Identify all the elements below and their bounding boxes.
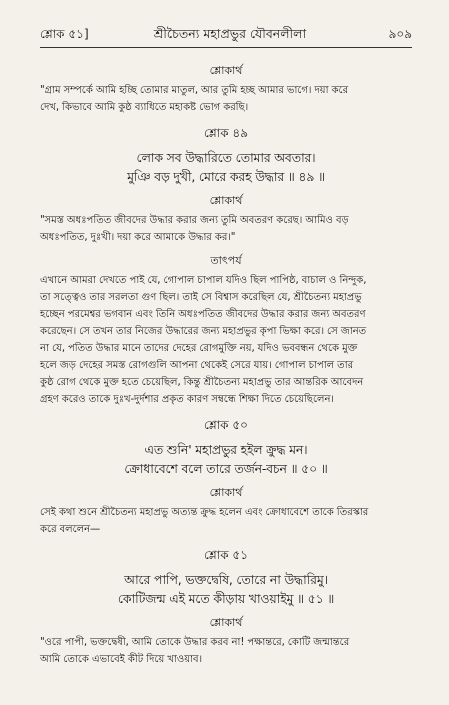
verse-line: কোটিজন্ম এই মতে কীড়ায় খাওয়াইমু ॥ ৫১ ॥ xyxy=(117,591,335,606)
header-rule xyxy=(40,47,412,48)
running-header xyxy=(40,26,412,46)
verse-number-heading: শ্লোক ৪৯ xyxy=(204,126,248,140)
verse-block xyxy=(40,440,412,478)
section-heading: তাৎপর্য xyxy=(210,254,242,267)
section-heading: শ্লোকার্থ xyxy=(209,64,243,77)
text-line: কুষ্ঠ রোগ থেকে মুক্ত হতে চেয়েছিল, কিন্তু শ্রীচৈতন্য মহাপ্রভু তার আন্তরিক আবেদন xyxy=(40,377,364,388)
page-number: ৯০৯ xyxy=(388,27,412,41)
verse-block xyxy=(40,148,412,186)
verse-line: আরে পাপি, ভক্তদ্বেষি, তোরে না উদ্ধারিমু। xyxy=(124,572,328,587)
header-verse-ref: শ্লোক ৫১] xyxy=(40,27,89,41)
section-heading: শ্লোকার্থ xyxy=(209,194,243,207)
text-line: হলে জড় দেহের সমস্ত রোগগুলি আপনা থেকেই সেরে যায়। গোপাল চাপাল তার xyxy=(40,360,354,371)
text-line: করেছেন। সে তখন তার নিজের উদ্ধারের জন্য মহাপ্রভুর কৃপা ভিক্ষা করে। সে জানত xyxy=(40,326,367,337)
verse-line: লোক সব উদ্ধারিতে তোমার অবতার। xyxy=(136,150,316,165)
paragraph xyxy=(40,83,412,116)
verse-number-heading: শ্লোক ৫১ xyxy=(204,548,248,562)
text-line: "গ্রাম সম্পর্কে আমি হচ্ছি তোমার মাতুল, আর তুমি হচ্ছ আমার ভাগে। দয়া করে xyxy=(40,85,349,96)
header-chapter-title: শ্রীচৈতন্য মহাপ্রভুর যৌবনলীলা xyxy=(153,26,307,41)
text-line: তা সত্ত্বেও তার সরলতা গুণ ছিল। তাই সে বিশ্বাস করেছিল যে, শ্রীচৈতন্য মহাপ্রভু xyxy=(40,292,362,303)
text-line: অধঃপতিত, দুঃখী। দয়া করে আমাকে উদ্ধার কর।" xyxy=(40,232,236,243)
paragraph xyxy=(40,213,412,246)
page-body xyxy=(40,56,412,669)
text-line: এখানে আমরা দেখতে পাই যে, গোপাল চাপাল যদিও ছিল পাপিষ্ঠ, বাচাল ও নিন্দুক, xyxy=(40,275,367,286)
text-line: গ্রহণ করেও তাকে দুঃখ-দুর্দশার প্রকৃত কারণ সম্বন্ধে শিক্ষা দিতে চেয়েছিলেন। xyxy=(40,394,334,405)
text-line: "সমস্ত অধঃপতিত জীবদের উদ্ধার করার জন্য তুমি অবতরণ করেছ। আমিও বড় xyxy=(40,215,349,226)
section-heading: শ্লোকার্থ xyxy=(209,486,243,499)
paragraph xyxy=(40,635,412,668)
paragraph xyxy=(40,273,412,408)
text-line: "ওরে পাপী, ভক্তদ্বেষী, আমি তোকে উদ্ধার করব না! পক্ষান্তরে, কোটি জন্মান্তরে xyxy=(40,637,350,648)
text-line: করে বললেন— xyxy=(40,524,101,535)
paragraph xyxy=(40,505,412,538)
section-heading: শ্লোকার্থ xyxy=(209,616,243,629)
verse-line: এত শুনি' মহাপ্রভুর হইল ক্রুদ্ধ মন। xyxy=(144,442,308,457)
text-line: সেই কথা শুনে শ্রীচৈতন্য মহাপ্রভু অত্যন্ত ক্রুদ্ধ হলেন এবং ক্রোধাবেশে তাকে তিরস্কার xyxy=(40,507,369,518)
text-line: না যে, পতিত উদ্ধার মানে তাদের দেহের রোগমুক্তি নয়, যদিও ভববন্ধন থেকে মুক্ত xyxy=(40,343,358,354)
verse-number-heading: শ্লোক ৫০ xyxy=(204,418,248,432)
text-line: দেখ, কিভাবে আমি কুষ্ঠ ব্যাধিতে মহাকষ্ট ভোগ করছি। xyxy=(40,102,249,113)
verse-line: মুঞি বড় দুখী, মোরে করহ উদ্ধার ॥ ৪৯ ॥ xyxy=(127,169,325,184)
text-line: হচ্ছেন পরমেশ্বর ভগবান এবং তিনি অধঃপতিত জীবদের উদ্ধার করার জন্য অবতরণ xyxy=(40,309,366,320)
verse-line: ক্রোধাবেশে বলে তারে তর্জন-বচন ॥ ৫০ ॥ xyxy=(124,461,328,476)
verse-block xyxy=(40,570,412,608)
text-line: আমি তোকে এভাবেই কীট দিয়ে খাওয়াব। xyxy=(40,654,203,665)
